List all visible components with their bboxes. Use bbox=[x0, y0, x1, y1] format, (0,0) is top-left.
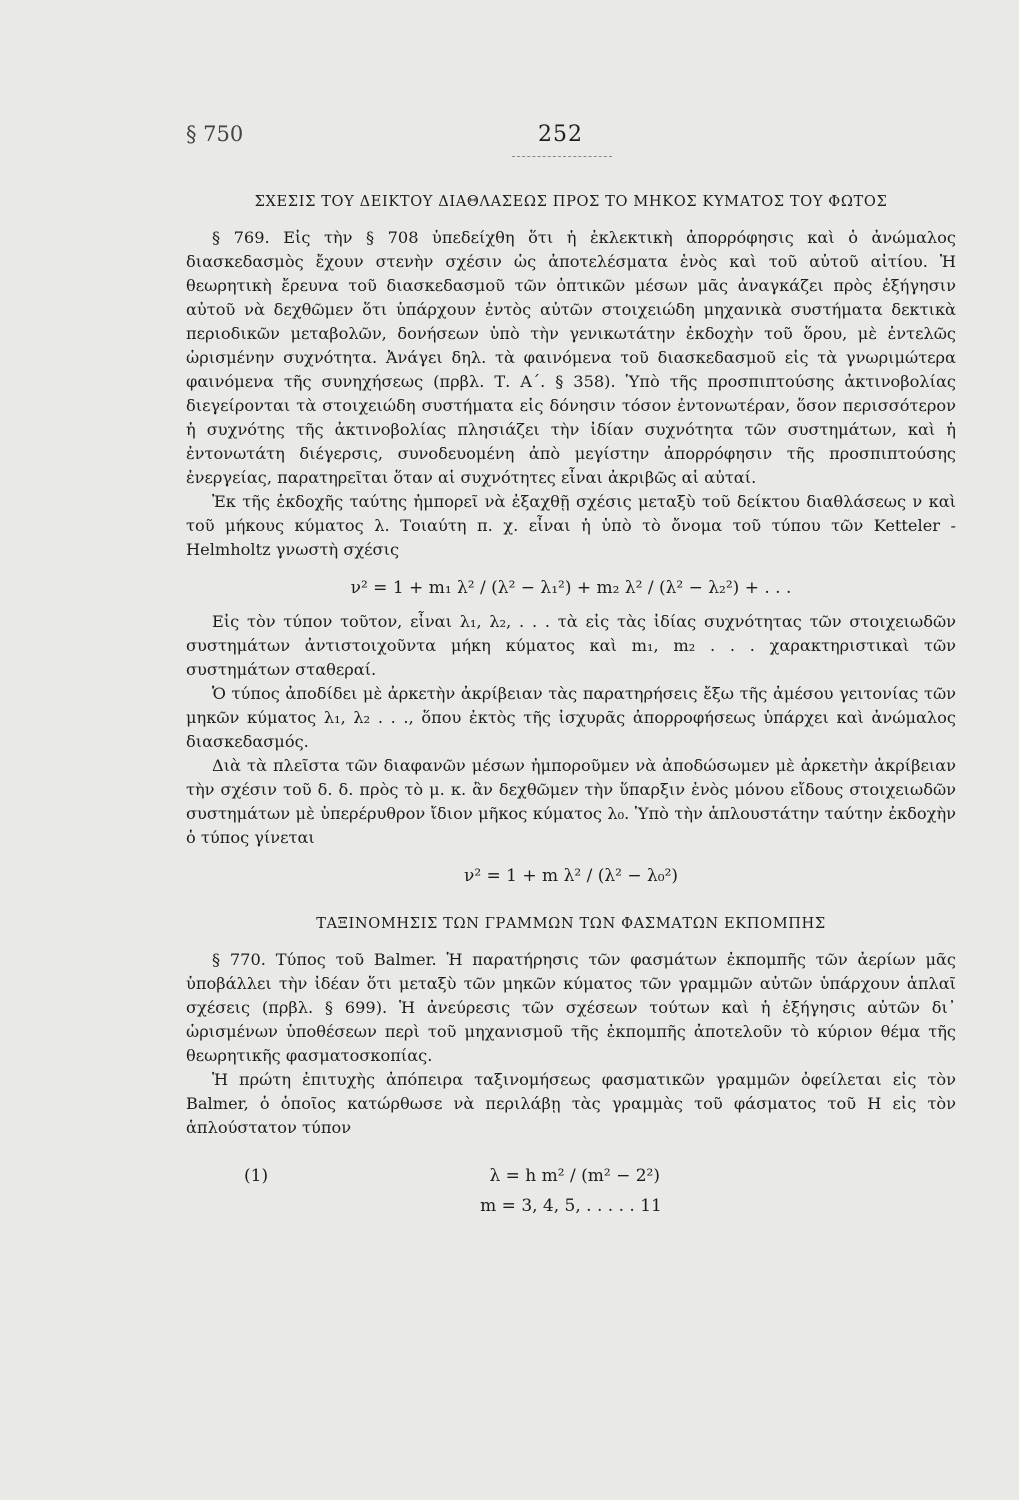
formula-balmer-expression: λ = h m² / (m² − 2²) bbox=[489, 1166, 660, 1186]
formula-balmer-range: m = 3, 4, 5, . . . . . 11 bbox=[480, 1196, 662, 1216]
paragraph: Εἰς τὸν τύπον τοῦτον, εἶναι λ₁, λ₂, . . . τὰ εἰς τὰς ἰδίας συχνότητας τῶν στοιχειωδῶν συστημάτων ἀντιστοιχοῦντα μήκη κύματος καὶ m₁, m₂ . . . χαρακτηριστικαὶ τῶν συστημάτων σταθεραί. bbox=[186, 612, 956, 679]
section-reference: § 750 bbox=[186, 122, 244, 146]
paragraph: Διὰ τὰ πλεῖστα τῶν διαφανῶν μέσων ἠμποροῦμεν νὰ ἀποδώσωμεν μὲ ἀρκετὴν ἀκρίβειαν τὴν σχέσιν τοῦ δ. δ. πρὸς τὸ μ. κ. ἂν δεχθῶμεν τὴν ὕπαρξιν ἑνὸς μόνου εἴδους στοιχειωδῶν συστημάτων μὲ ὑπερέρυθρον ἴδιον μῆκος κύματος λ₀. Ὑπὸ τὴν ἁπλουστάτην ταύτην ἐκδοχὴν ὁ τύπος γίνεται bbox=[186, 756, 956, 847]
section-heading-spectra: ΤΑΞΙΝΟΜΗΣΙΣ ΤΩΝ ΓΡΑΜΜΩΝ ΤΩΝ ΦΑΣΜΑΤΩΝ ΕΚΠΟΜΠΗΣ bbox=[316, 915, 826, 932]
header-rule bbox=[512, 156, 612, 157]
page-header bbox=[0, 122, 1019, 152]
body-text bbox=[186, 188, 956, 1218]
paragraph: Ἡ πρώτη ἐπιτυχὴς ἀπόπειρα ταξινομήσεως φασματικῶν γραμμῶν ὀφείλεται εἰς τὸν Balmer, ὁ ὁποῖος κατώρθωσε νὰ περιλάβῃ τὰς γραμμὰς τοῦ φάσματος τοῦ Η εἰς τὸν ἁπλούστατον τύπον bbox=[186, 1070, 956, 1137]
formula-ketteler-helmholtz: ν² = 1 + m₁ λ² / (λ² − λ₁²) + m₂ λ² / (λ² − λ₂²) + . . . bbox=[350, 578, 792, 598]
paragraph: Ἐκ τῆς ἐκδοχῆς ταύτης ἠμπορεῖ νὰ ἐξαχθῇ σχέσις μεταξὺ τοῦ δείκτου διαθλάσεως ν καὶ τοῦ μήκους κύματος λ. Τοιαύτη π. χ. εἶναι ἡ ὑπὸ τὸ ὄνομα τοῦ τύπου τῶν Ketteler - Helmholtz γνωστὴ σχέσις bbox=[186, 492, 956, 559]
paragraph: § 769. Εἰς τὴν § 708 ὑπεδείχθη ὅτι ἡ ἐκλεκτικὴ ἀπορρόφησις καὶ ὁ ἀνώμαλος διασκεδασμὸς ἔχουν στενὴν σχέσιν ὡς ἀποτελέσματα ἑνὸς καὶ τοῦ αὐτοῦ αἰτίου. Ἡ θεωρητικὴ ἔρευνα τοῦ διασκεδασμοῦ τῶν ὀπτικῶν μέσων μᾶς ἀναγκάζει πρὸς ἐξήγησιν αὐτοῦ νὰ δεχθῶμεν ὅτι ὑπάρχουν ἐντὸς αὐτῶν στοιχειώδη μηχανικὰ συστήματα δεκτικὰ περιοδικῶν μεταβολῶν, δονήσεων ὑπὸ τὴν γενικωτάτην ἐκδοχὴν τοῦ ὅρου, μὲ ἐντελῶς ὡρισμένην συχνότητα. Ἀνάγει δηλ. τὰ φαινόμενα τοῦ διασκεδασμοῦ εἰς τὰ γνωριμώτερα φαινόμενα τῆς συνηχήσεως (πρβλ. Τ. Α΄. § 358). Ὑπὸ τῆς προσπιπτούσης ἀκτινοβολίας διεγείρονται τὰ στοιχειώδη συστήματα εἰς δόνησιν τόσον ἐντονωτέραν, ὅσον περισσότερον ἡ συχνότης τῆς ἀκτινοβολίας πλησιάζει τὴν ἰδίαν συχνότητα τῶν συστημάτων, καὶ ἡ ἐντονωτάτη διέγερσις, συνοδευομένη ἀπὸ μεγίστην ἀπορρόφησιν τῆς προσπιπτούσης ἐνεργείας, παρατηρεῖται ὅταν αἱ συχνότητες εἶναι ἀκριβῶς αἱ αὐταί. bbox=[186, 228, 956, 487]
formula-simplified: ν² = 1 + m λ² / (λ² − λ₀²) bbox=[463, 866, 679, 886]
formula-label: (1) bbox=[244, 1166, 269, 1186]
paragraph: § 770. Τύπος τοῦ Balmer. Ἡ παρατήρησις τῶν φασμάτων ἐκπομπῆς τῶν ἀερίων μᾶς ὑποβάλλει τὴν ἰδέαν ὅτι μεταξὺ τῶν μηκῶν κύματος τῶν γραμμῶν αὐτῶν ὑπάρχουν ἁπλαῖ σχέσεις (πρβλ. § 699). Ἡ ἀνεύρεσις τῶν σχέσεων τούτων καὶ ἡ ἐξήγησις αὐτῶν δι᾿ ὡρισμένων ὑποθέσεων περὶ τοῦ μηχανισμοῦ τῆς ἐκπομπῆς ἀποτελοῦν τὸ κύριον θέμα τῆς θεωρητικῆς φασματοσκοπίας. bbox=[186, 950, 956, 1065]
page-number: 252 bbox=[538, 122, 583, 147]
paragraph: Ὁ τύπος ἀποδίδει μὲ ἀρκετὴν ἀκρίβειαν τὰς παρατηρήσεις ἔξω τῆς ἀμέσου γειτονίας τῶν μηκῶν κύματος λ₁, λ₂ . . ., ὅπου ἐκτὸς τῆς ἰσχυρᾶς ἀπορροφήσεως ὑπάρχει καὶ ἀνώμαλος διασκεδασμός. bbox=[186, 684, 956, 751]
section-heading-refraction: ΣΧΕΣΙΣ ΤΟΥ ΔΕΙΚΤΟΥ ΔΙΑΘΛΑΣΕΩΣ ΠΡΟΣ ΤΟ ΜΗΚΟΣ ΚΥΜΑΤΟΣ ΤΟΥ ΦΩΤΟΣ bbox=[254, 193, 888, 210]
formula-balmer bbox=[186, 1164, 956, 1188]
